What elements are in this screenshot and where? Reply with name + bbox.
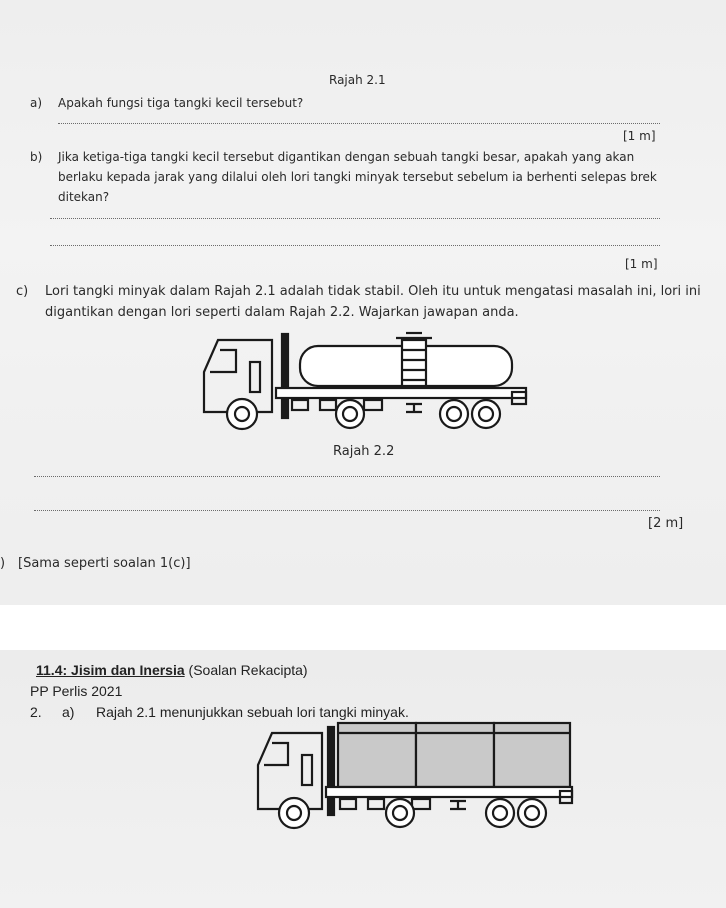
question-2-text: Rajah 2.1 menunjukkan sebuah lori tangki minyak.	[96, 704, 409, 720]
question-c-label: c)	[16, 284, 29, 299]
question-2-part: a)	[62, 704, 75, 720]
question-d-label: )	[0, 556, 6, 571]
figure-caption-rajah-2-1: Rajah 2.1	[329, 73, 386, 87]
section-heading-title: 11.4: Jisim dan Inersia	[36, 662, 185, 678]
question-b-line-2: berlaku kepada jarak yang dilalui oleh lori tangki minyak tersebut sebelum ia berhenti selepas brek	[58, 170, 657, 184]
question-d-text: [Sama seperti soalan 1(c)]	[18, 556, 191, 571]
question-c-marks: [2 m]	[648, 516, 684, 531]
question-2-number: 2.	[30, 704, 42, 720]
question-a-label: a)	[30, 96, 43, 110]
question-a-text: Apakah fungsi tiga tangki kecil tersebut?	[58, 96, 304, 110]
answer-line	[58, 123, 660, 124]
page-gap	[0, 605, 726, 650]
answer-line	[34, 510, 660, 511]
answer-line	[50, 245, 660, 246]
question-b-marks: [1 m]	[625, 257, 658, 271]
section-heading-suffix: (Soalan Rekacipta)	[188, 662, 308, 678]
question-b-line-1: Jika ketiga-tiga tangki kecil tersebut digantikan dengan sebuah tangki besar, apakah yang akan	[58, 150, 635, 164]
question-b-label: b)	[30, 150, 43, 164]
question-b-line-3: ditekan?	[58, 190, 110, 204]
tanker-lorry-three-tanks-diagram	[250, 717, 580, 832]
section-heading	[36, 662, 308, 678]
tanker-lorry-single-tank-diagram	[196, 328, 536, 438]
figure-caption-rajah-2-2: Rajah 2.2	[333, 444, 395, 459]
answer-line	[34, 476, 660, 477]
source-label: PP Perlis 2021	[30, 683, 123, 699]
question-c-line-2: digantikan dengan lori seperti dalam Rajah 2.2. Wajarkan jawapan anda.	[45, 305, 519, 320]
question-a-marks: [1 m]	[623, 129, 656, 143]
answer-line	[50, 218, 660, 219]
question-c-line-1: Lori tangki minyak dalam Rajah 2.1 adalah tidak stabil. Oleh itu untuk mengatasi masalah ini, lori ini	[45, 284, 701, 299]
